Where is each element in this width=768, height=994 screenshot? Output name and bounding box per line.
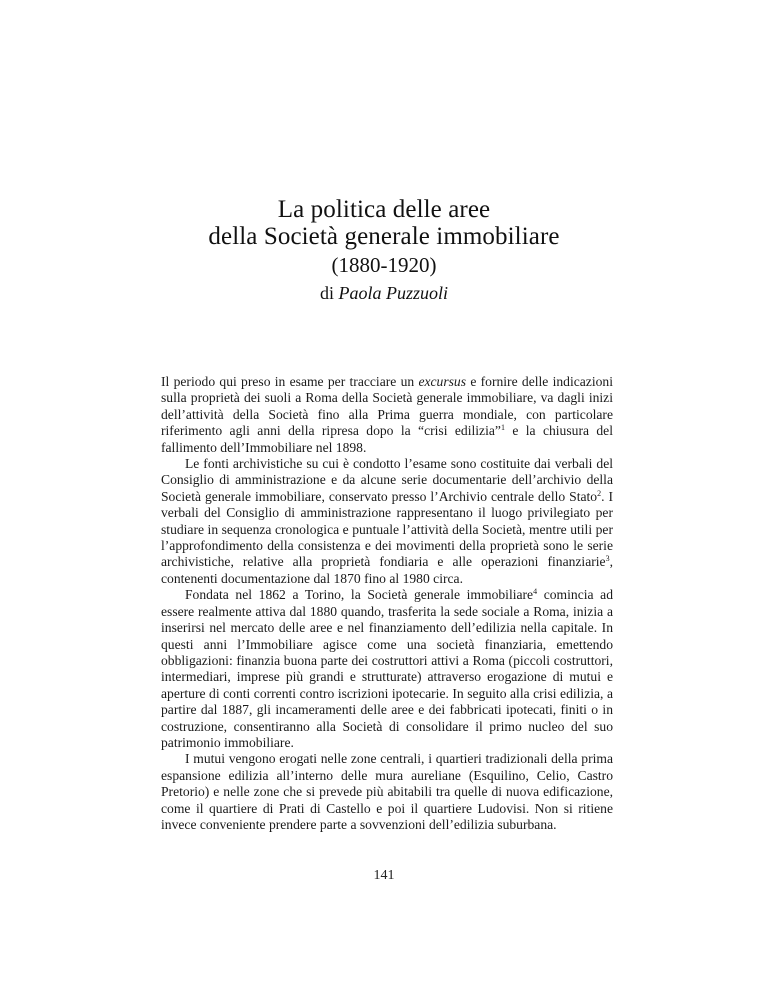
chapter-title-line-2: della Società generale immobiliare [208, 223, 560, 250]
chapter-dates: (1880-1920) [331, 253, 437, 277]
footnote-ref-1[interactable]: 1 [500, 423, 505, 433]
paragraph-1-text-c: e la chiusura del fallimento dell’Immobiliare nel 1898. [161, 423, 613, 455]
footnote-ref-2[interactable]: 2 [597, 488, 602, 498]
paragraph-4: I mutui vengono erogati nelle zone centrali, i quartieri tradizionali della prima espansione edilizia all’interno delle mura aureliane (Esquilino, Celio, Castro Pretorio) e nelle zone che si prevede più abitabili tra quelle di nuova edificazione, come il quartiere di Prati di Castello e poi il quartiere Ludovisi. Non si ritiene invece conveniente prendere parte a sovvenzioni dell’edilizia suburbana. [161, 751, 613, 832]
author-name: Paola Puzzuoli [338, 283, 449, 303]
byline [0, 282, 768, 304]
paragraph-2 [161, 456, 613, 587]
footnote-ref-3[interactable]: 3 [605, 554, 610, 564]
paragraph-1-emphasis: excursus [418, 374, 467, 389]
paragraph-3 [161, 587, 613, 751]
paragraph-1 [161, 374, 613, 456]
chapter-heading [0, 196, 768, 304]
footnote-ref-4[interactable]: 4 [533, 587, 538, 597]
paragraph-2-text-c: , contenenti documentazione dal 1870 fino al 1980 circa. [161, 554, 613, 586]
page-number: 141 [373, 868, 395, 883]
chapter-title-line-1: La politica delle aree [277, 196, 491, 223]
paragraph-2-text-a: Le fonti archivistiche su cui è condotto l’esame sono costituite dai verbali del Consiglio di amministrazione e da alcune serie documentarie dell’archivio della Società generale immobiliare, conservato presso l’Archivio centrale dello Stato [161, 456, 613, 504]
byline-prefix: di [319, 283, 334, 303]
paragraph-1-text-a: Il periodo qui preso in esame per tracciare un [161, 374, 419, 389]
paragraph-2-text-b: . I verbali del Consiglio di amministrazione rappresentano il luogo privilegiato per studiare in sequenza cronologica e puntuale l’attività della Società, mentre utili per l’approfondimento della consistenza e dei movimenti della proprietà sono le serie archivistiche, relative alla proprietà fondiaria e alle operazioni finanziarie [161, 488, 613, 570]
body-text [161, 374, 613, 833]
paragraph-3-text-b: comincia ad essere realmente attiva dal 1880 quando, trasferita la sede sociale a Roma, inizia a inserirsi nel mercato delle aree e nel finanziamento dell’edilizia nella capitale. In questi anni l’Immobiliare agisce come una società finanziaria, emettendo obbligazioni: finanzia buona parte dei costruttori attivi a Roma (piccoli costruttori, intermediari, imprese più grandi e strutturate) attraverso erogazione di mutui e aperture di conti correnti contro iscrizioni ipotecarie. In seguito alla crisi edilizia, a partire dal 1887, gli incameramenti delle aree e dei fabbricati ipotecati, finiti o in costruzione, consentiranno alla Società di consolidare il primo nucleo del suo patrimonio immobiliare. [161, 587, 614, 750]
paragraph-1-text-b: e fornire delle indicazioni sulla proprietà dei suoli a Roma della Società generale immobiliare, va dagli inizi dell’attività della Società fino alla Prima guerra mondiale, con particolare riferimento agli anni della ripresa dopo la “crisi edilizia” [161, 374, 613, 439]
paragraph-3-text-a: Fondata nel 1862 a Torino, la Società generale immobiliare [185, 587, 534, 603]
